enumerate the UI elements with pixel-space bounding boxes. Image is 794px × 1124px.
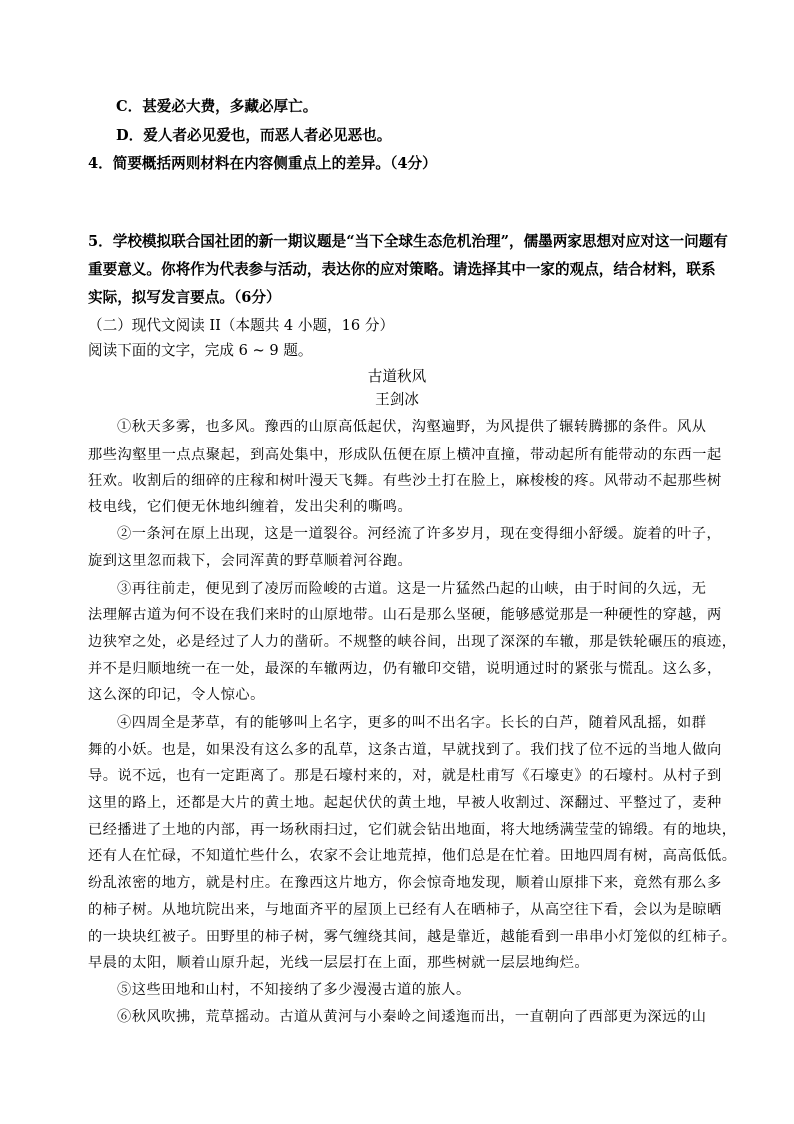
- paragraph-line: 那些沟壑里一点点聚起，到高处集中，形成队伍便在原上横冲直撞，带动起所有能带动的东西一起: [88, 447, 722, 463]
- question-5-line: 实际，拟写发言要点。（6分）: [88, 289, 281, 306]
- paragraph-line: 法理解古道为何不设在我们来时的山原地带。山石是那么坚硬，能够感觉那是一种硬性的穿越，两: [88, 607, 722, 623]
- option-d: D．爱人者必见爱也，而恶人者必见恶也。: [116, 127, 392, 144]
- paragraph-line: 早晨的太阳，顺着山原升起，光线一层层打在上面，那些树就一层层地绚烂。: [88, 955, 590, 971]
- question-5-line: 重要意义。你将作为代表参与活动，表达你的应对策略。请选择其中一家的观点，结合材料，联系: [88, 261, 716, 278]
- paragraph-line: 并不是归顺地统一在一处，最深的车辙两边，仍有辙印交错，说明通过时的紧张与慌乱。这么多，: [88, 661, 722, 677]
- paragraph-line: ②一条河在原上出现，这是一道裂谷。河经流了许多岁月，现在变得细小舒缓。旋着的叶子，: [117, 526, 722, 542]
- question-5-line: 5．学校模拟联合国社团的新一期议题是“当下全球生态危机治理”，儒墨两家思想对应对这一问题有: [88, 233, 728, 250]
- paragraph-line: 纷乱浓密的地方，就是村庄。在豫西这片地方，你会惊奇地发现，顺着山原排下来，竟然有那么多: [88, 875, 722, 891]
- paragraph-line: 已经播进了土地的内部，再一场秋雨扫过，它们就会钻出地面，将大地绣满莹莹的锦缎。有的地块，: [88, 822, 737, 838]
- paragraph-line: 的柿子树。从地坑院出来，与地面齐平的屋顶上已经有人在晒柿子，从高空往下看，会以为是晾晒: [88, 902, 722, 918]
- paragraph-line: 旋到这里忽而栽下，会同浑黄的野草顺着河谷跑。: [88, 553, 413, 569]
- paragraph-line: ⑥秋风吹拂，荒草摇动。古道从黄河与小秦岭之间逶迤而出，一直朝向了西部更为深远的山: [117, 1009, 707, 1025]
- article-author: 王剑冰: [375, 391, 419, 408]
- paragraph-line: 狂欢。收割后的细碎的庄稼和树叶漫天飞舞。有些沙土打在脸上，麻梭梭的疼。风带动不起那些树: [88, 473, 722, 489]
- option-c: C．甚爱必大费，多藏必厚亡。: [116, 98, 318, 115]
- paragraph-line: ⑤这些田地和山村，不知接纳了多少漫漫古道的旅人。: [117, 982, 471, 998]
- paragraph-line: 枝电线，它们便无休地纠缠着，发出尖利的嘶鸣。: [88, 499, 413, 515]
- section-heading: （二）现代文阅读 II（本题共 4 小题，16 分）: [88, 317, 395, 334]
- paragraph-line: 导。说不远，也有一定距离了。那是石壕村来的，对，就是杜甫写《石壕吏》的石壕村。从村子到: [88, 768, 722, 784]
- paragraph-line: 舞的小妖。也是，如果没有这么多的乱草，这条古道，早就找到了。我们找了位不远的当地人做向: [88, 742, 722, 758]
- paragraph-line: 的一块块红被子。田野里的柿子树，雾气缠绕其间，越是靠近，越能看到一串串小灯笼似的红柿子。: [88, 929, 737, 945]
- paragraph-line: ④四周全是茅草，有的能够叫上名字，更多的叫不出名字。长长的白芦，随着风乱摇，如群: [117, 715, 707, 731]
- question-4: 4．简要概括两则材料在内容侧重点上的差异。（4分）: [88, 155, 437, 172]
- paragraph-line: 边狭窄之处，必是经过了人力的凿斫。不规整的峡谷间，出现了深深的车辙，那是铁轮碾压的痕迹，: [88, 634, 737, 650]
- paragraph-line: ①秋天多雾，也多风。豫西的山原高低起伏，沟壑遍野，为风提供了辗转腾挪的条件。风从: [117, 419, 707, 435]
- paragraph-line: 这里的路上，还都是大片的黄土地。起起伏伏的黄土地，早被人收割过、深翻过、平整过了，麦种: [88, 795, 722, 811]
- article-title: 古道秋风: [367, 368, 427, 385]
- paragraph-line: 这么深的印记，令人惊心。: [88, 687, 265, 703]
- paragraph-line: 还有人在忙碌，不知道忙些什么，农家不会让地荒掉，他们总是在忙着。田地四周有树，高高低低。: [88, 848, 737, 864]
- paragraph-line: ③再往前走，便见到了凌厉而险峻的古道。这是一片猛然凸起的山峡，由于时间的久远，无: [117, 581, 707, 597]
- instruction: 阅读下面的文字，完成 6 ~ 9 题。: [88, 342, 313, 359]
